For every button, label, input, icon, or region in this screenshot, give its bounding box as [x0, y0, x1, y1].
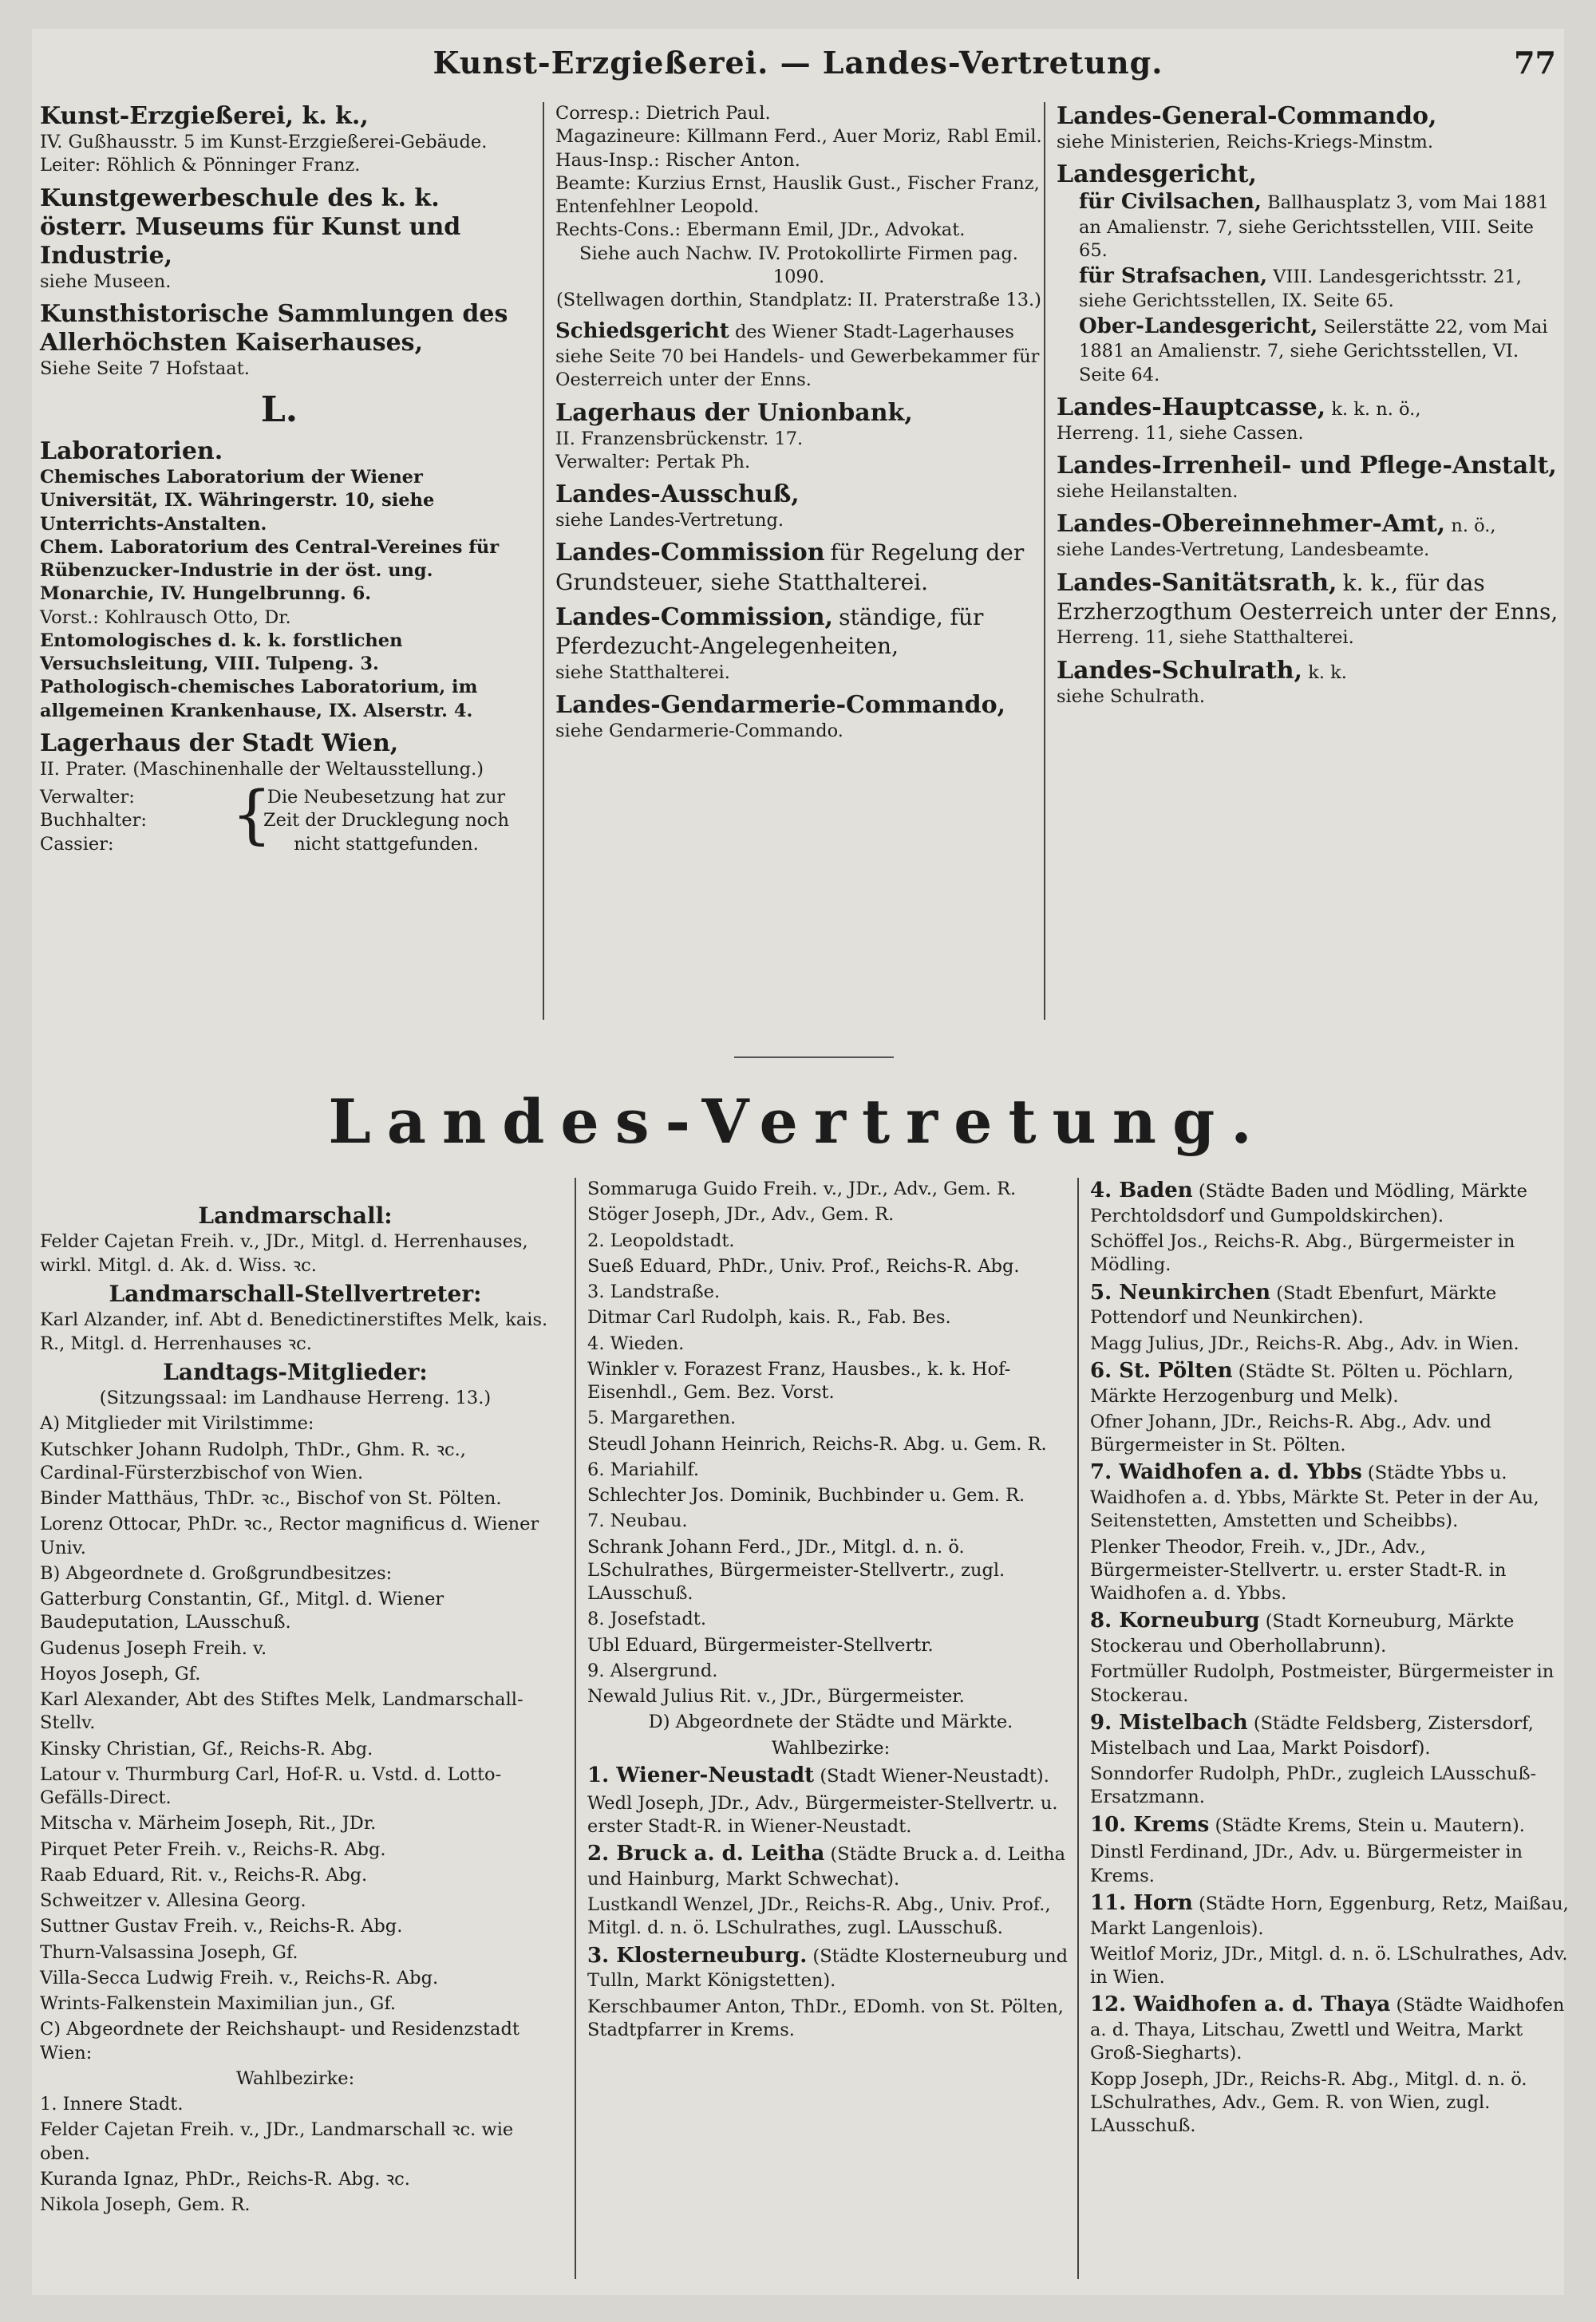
district-heading: 6. Mariahilf.	[587, 1459, 699, 1480]
list-item: Latour v. Thurmburg Carl, Hof-R. u. Vstd. d. Lotto-Gefälls-Direct.	[40, 1763, 502, 1809]
entry-heading: Landes-Hauptcasse,	[1057, 393, 1326, 421]
list-item: Schweitzer v. Allesina Georg.	[40, 1890, 306, 1912]
entry-text: VIII. Landesgerichtsstr. 21, siehe Gerichtsstellen, IX. Seite 65.	[1079, 266, 1522, 312]
entry-civilsachen	[1057, 189, 1563, 263]
list-item: Winkler v. Forazest Franz, Hausbes., k. k. Hof-Eisenhdl., Gem. Bez. Vorst.	[587, 1358, 1011, 1403]
entry-heading: Landes-Obereinnehmer-Amt,	[1057, 510, 1446, 539]
entry-landes-gendarmerie	[555, 691, 1042, 743]
top-column-3	[1044, 102, 1563, 1020]
entry-landes-obereinnehmer	[1057, 510, 1563, 562]
list-item: Pirquet Peter Freih. v., Reichs-R. Abg.	[40, 1838, 386, 1860]
top-column-1	[40, 102, 519, 863]
district-heading: 12. Waidhofen a. d. Thaya	[1090, 1992, 1391, 2017]
subheading: Landtags-Mitglieder:	[163, 1358, 428, 1385]
list-item: Kuranda Ignaz, PhDr., Reichs-R. Abg. ꝛc.	[40, 2168, 410, 2190]
list-item: Sueß Eduard, PhDr., Univ. Prof., Reichs-R. Abg.	[587, 1255, 1020, 1277]
group-subheading: Wahlbezirke:	[235, 2067, 355, 2089]
entry-text: k. k. n. ö.,	[1331, 398, 1421, 420]
list-item: Lorenz Ottocar, PhDr. ꝛc., Rector magnificus d. Wiener Univ.	[40, 1514, 539, 1558]
district-towns: (Städte St. Pölten u. Pöchlarn, Märkte Herzogenburg und Melk).	[1090, 1360, 1514, 1407]
district-entry	[1090, 1178, 1569, 1228]
district-towns: (Städte Bruck a. d. Leitha und Hainburg, Markt Schwechat).	[587, 1844, 1066, 1890]
district-heading: 2. Leopoldstadt.	[587, 1230, 735, 1251]
entry-heading: Kunstgewerbeschule des k. k. österr. Museums für Kunst und Industrie,	[40, 184, 461, 270]
district-heading: 4. Baden	[1090, 1179, 1193, 1202]
group-heading: A) Mitglieder mit Virilstimme:	[40, 1413, 314, 1435]
district-towns: (Stadt Ebenfurt, Märkte Pottendorf und Neunkirchen).	[1090, 1282, 1497, 1329]
district-entry	[1090, 1280, 1569, 1330]
list-item: Kopp Joseph, JDr., Reichs-R. Abg., Mitgl. d. n. ö. LSchulrathes, Adv., Gem. R. von Wien, zugl. LAusschuß.	[1090, 2068, 1527, 2137]
district-entry	[587, 1763, 1074, 1790]
district-towns: (Städte Krems, Stein u. Mautern).	[1215, 1815, 1525, 1836]
top-column-2	[543, 102, 1042, 1020]
entry-text: Herreng. 11, siehe Statthalterei.	[1057, 627, 1354, 649]
entry-text: II. Prater. (Maschinenhalle der Weltausstellung.)	[40, 758, 484, 780]
list-item: Felder Cajetan Freih. v., JDr., Mitgl. d. Herrenhauses, wirkl. Mitgl. d. Ak. d. Wiss. ꝛc.	[40, 1231, 528, 1276]
list-item: Ditmar Carl Rudolph, kais. R., Fab. Bes.	[587, 1307, 951, 1329]
list-item: Dinstl Ferdinand, JDr., Adv. u. Bürgermeister in Krems.	[1090, 1842, 1523, 1886]
entry-subheading: für Civilsachen,	[1079, 190, 1262, 215]
entry-lagerhaus-staff	[555, 102, 1042, 312]
entry-heading: Kunsthistorische Sammlungen des Allerhöchsten Kaiserhauses,	[40, 299, 508, 357]
entry-text: des Wiener Stadt-Lagerhauses siehe Seite 70 bei Handels- und Gewerbekammer für Oesterreich unter der Enns.	[555, 322, 1040, 391]
list-item: Felder Cajetan Freih. v., JDr., Landmarschall ꝛc. wie oben.	[40, 2119, 514, 2164]
entry-text: siehe Heilanstalten.	[1057, 481, 1238, 503]
district-entry	[1090, 1812, 1569, 1839]
district-heading: 9. Alsergrund.	[587, 1660, 718, 1681]
entry-text: Pathologisch-chemisches Laboratorium, im allgemeinen Krankenhause, IX. Alserstr. 4.	[40, 677, 478, 721]
entry-text: Vorst.: Kohlrausch Otto, Dr.	[40, 606, 291, 628]
entry-heading: Lagerhaus der Unionbank,	[555, 398, 913, 427]
entry-text: siehe Schulrath.	[1057, 685, 1206, 707]
entry-general-commando	[1057, 102, 1563, 154]
bottom-column-2	[575, 1178, 1074, 2279]
district-towns: (Städte Klosterneuburg und Tulln, Markt Königstetten).	[587, 1945, 1069, 1992]
entry-text: Verwalter: Pertak Ph.	[555, 451, 751, 472]
entry-landesgericht	[1057, 160, 1563, 387]
group-heading: D) Abgeordnete der Städte und Märkte.	[648, 1712, 1013, 1733]
entry-heading: Landesgericht,	[1057, 160, 1257, 189]
section-title: Landes-Vertretung.	[328, 1086, 1268, 1157]
entry-text: Haus-Insp.: Rischer Anton.	[555, 149, 800, 171]
page-number: 77	[1514, 45, 1556, 81]
entry-subheading: für Strafsachen,	[1079, 263, 1268, 288]
entry-text: Entomologisches d. k. k. forstlichen Versuchsleitung, VIII. Tulpeng. 3.	[40, 630, 403, 675]
list-item: Gatterburg Constantin, Gf., Mitgl. d. Wiener Baudeputation, LAusschuß.	[40, 1589, 444, 1633]
district-heading: 7. Neubau.	[587, 1510, 688, 1532]
list-item: Raab Eduard, Rit. v., Reichs-R. Abg.	[40, 1864, 368, 1886]
district-heading: 5. Margarethen.	[587, 1408, 737, 1429]
entry-text: Magazineure: Killmann Ferd., Auer Moriz, Rabl Emil.	[555, 126, 1042, 148]
entry-text: siehe Ministerien, Reichs-Kriegs-Minstm.	[1057, 132, 1434, 152]
entry-text: siehe Museen.	[40, 271, 172, 292]
district-heading: 1. Innere Stadt.	[40, 2094, 184, 2115]
district-towns: (Stadt Wiener-Neustadt).	[820, 1765, 1049, 1787]
district-entry	[587, 1841, 1074, 1891]
entry-text: Seilerstätte 22, vom Mai 1881 an Amalienstr. 7, siehe Gerichtsstellen, VI. Seite 64.	[1079, 316, 1548, 385]
district-entry	[1090, 1710, 1569, 1760]
entry-text: k. k.	[1308, 661, 1347, 683]
district-heading: 1. Wiener-Neustadt	[587, 1763, 815, 1787]
list-item: Karl Alzander, inf. Abt d. Benedictinerstiftes Melk, kais. R., Mitgl. d. Herrenhauses ꝛc.	[40, 1309, 548, 1354]
entry-landes-ausschuss	[555, 480, 1042, 532]
entry-text: II. Franzensbrückenstr. 17.	[555, 428, 804, 449]
entry-text: n. ö.,	[1451, 515, 1496, 537]
entry-heading: Kunst-Erzgießerei, k. k.,	[40, 102, 369, 130]
district-heading: 10. Krems	[1090, 1812, 1210, 1837]
entry-subheading: Ober-Landesgericht,	[1079, 314, 1318, 338]
list-item: Ofner Johann, JDr., Reichs-R. Abg., Adv. und Bürgermeister in St. Pölten.	[1090, 1411, 1491, 1456]
group-heading: C) Abgeordnete der Reichshaupt- und Residenzstadt Wien:	[40, 2019, 519, 2063]
list-item: Wedl Joseph, JDr., Adv., Bürgermeister-Stellvertr. u. erster Stadt-R. in Wiener-Neustadt.	[587, 1792, 1058, 1837]
entry-landes-hauptcasse	[1057, 393, 1563, 445]
entry-text: Chem. Laboratorium des Central-Vereines für Rübenzucker-Industrie in der öst. ung. Monarchie, IV. Hungelbrunng. 6.	[40, 536, 500, 605]
entry-schiedsgericht	[555, 318, 1042, 392]
entry-text: Beamte: Kurzius Ernst, Hauslik Gust., Fischer Franz, Entenfehlner Leopold.	[555, 172, 1040, 217]
directory-page	[32, 29, 1569, 2295]
district-towns: (Städte Feldsberg, Zistersdorf, Mistelbach und Laa, Markt Poisdorf).	[1090, 1712, 1534, 1759]
entry-heading: Landes-Commission,	[555, 603, 833, 632]
entry-heading: Landes-General-Commando,	[1057, 102, 1437, 130]
district-towns: (Städte Waidhofen a. d. Thaya, Litschau, Zwettl und Weitra, Markt Groß-Siegharts).	[1090, 1995, 1565, 2064]
entry-text: siehe Statthalterei.	[555, 661, 730, 683]
list-item: Fortmüller Rudolph, Postmeister, Bürgermeister in Stockerau.	[1090, 1661, 1555, 1706]
list-item: Sommaruga Guido Freih. v., JDr., Adv., Gem. R.	[587, 1179, 1017, 1199]
list-item: Hoyos Joseph, Gf.	[40, 1663, 201, 1684]
entry-text: Rechts-Cons.: Ebermann Emil, JDr., Advokat.	[555, 219, 966, 241]
district-heading: 7. Waidhofen a. d. Ybbs	[1090, 1460, 1362, 1485]
entry-heading: Landes-Gendarmerie-Commando,	[555, 691, 1006, 720]
district-entry	[1090, 1890, 1569, 1941]
entry-heading: Landes-Ausschuß,	[555, 480, 800, 509]
bracket-label: Buchhalter:	[40, 810, 147, 831]
district-towns: (Stadt Korneuburg, Märkte Stockerau und Oberhollabrunn).	[1090, 1611, 1515, 1657]
bottom-column-3	[1077, 1178, 1569, 2279]
entry-text: Herreng. 11, siehe Cassen.	[1057, 422, 1304, 444]
list-item: Nikola Joseph, Gem. R.	[40, 2194, 251, 2216]
running-head: Kunst-Erzgießerei. — Landes-Vertretung.	[433, 45, 1163, 81]
district-heading: 11. Horn	[1090, 1890, 1193, 1915]
entry-heading: Landes-Irrenheil- und Pflege-Anstalt,	[1057, 452, 1557, 480]
entry-heading: Landes-Sanitätsrath,	[1057, 568, 1337, 597]
entry-heading: Lagerhaus der Stadt Wien,	[40, 729, 399, 757]
list-item: Kinsky Christian, Gf., Reichs-R. Abg.	[40, 1738, 373, 1759]
entry-kunstgewerbeschule	[40, 184, 519, 294]
entry-text: siehe Landes-Vertretung, Landesbeamte.	[1057, 539, 1430, 561]
district-towns: (Städte Baden und Mödling, Märkte Perchtoldsdorf und Gumpoldskirchen).	[1090, 1181, 1527, 1226]
district-entry	[587, 1943, 1074, 1993]
list-item: Karl Alexander, Abt des Stiftes Melk, Landmarschall-Stellv.	[40, 1689, 523, 1734]
entry-kunst-erzgiesserei	[40, 102, 519, 178]
list-item: Magg Julius, JDr., Reichs-R. Abg., Adv. in Wien.	[1090, 1333, 1519, 1354]
list-item: Plenker Theodor, Freih. v., JDr., Adv., Bürgermeister-Stellvertr. u. erster Stadt-R. in Waidhofen a. d. Ybbs.	[1090, 1536, 1507, 1605]
entry-lagerhaus-unionbank	[555, 399, 1042, 475]
entry-text: IV. Gußhausstr. 5 im Kunst-Erzgießerei-Gebäude.	[40, 132, 488, 152]
list-item: Lustkandl Wenzel, JDr., Reichs-R. Abg., Univ. Prof., Mitgl. d. n. ö. LSchulrathes, zugl. LAusschuß.	[587, 1894, 1051, 1939]
list-item: Kutschker Johann Rudolph, ThDr., Ghm. R. ꝛc., Cardinal-Fürsterzbischof von Wien.	[40, 1439, 466, 1483]
entry-ober-landesgericht	[1057, 314, 1563, 387]
list-item: Schlechter Jos. Dominik, Buchbinder u. Gem. R.	[587, 1485, 1025, 1506]
entry-landes-commission-pferdezucht	[555, 603, 1042, 685]
entry-text: ständige, für Pferdezucht-Angelegenheiten,	[555, 604, 984, 660]
district-heading: 3. Klosterneuburg.	[587, 1943, 808, 1968]
entry-heading: Schiedsgericht	[555, 319, 729, 344]
district-heading: 4. Wieden.	[587, 1333, 685, 1354]
entry-landes-schulrath	[1057, 657, 1563, 709]
bracket-label: Verwalter:	[40, 787, 135, 808]
district-entry	[1090, 1358, 1569, 1408]
list-item: Sonndorfer Rudolph, PhDr., zugleich LAusschuß-Ersatzmann.	[1090, 1763, 1537, 1808]
list-item: Suttner Gustav Freih. v., Reichs-R. Abg.	[40, 1916, 403, 1937]
district-entry	[1090, 1459, 1569, 1533]
district-heading: 8. Korneuburg	[1090, 1609, 1260, 1633]
list-item: Stöger Joseph, JDr., Adv., Gem. R.	[587, 1204, 895, 1226]
entry-text: Ballhausplatz 3, vom Mai 1881 an Amalienstr. 7, siehe Gerichtsstellen, VIII. Seite 65.	[1079, 192, 1549, 262]
district-heading: 2. Bruck a. d. Leitha	[587, 1842, 825, 1866]
bottom-column-1	[40, 1202, 551, 2219]
bracket-labels	[40, 786, 231, 856]
district-heading: 9. Mistelbach	[1090, 1710, 1248, 1735]
group-heading: B) Abgeordnete d. Großgrundbesitzes:	[40, 1562, 393, 1584]
group-subheading: Wahlbezirke:	[771, 1737, 891, 1759]
list-item: Mitscha v. Märheim Joseph, Rit., JDr.	[40, 1813, 377, 1834]
list-item: Schöffel Jos., Reichs-R. Abg., Bürgermeister in Mödling.	[1090, 1231, 1515, 1276]
subheading: Landmarschall:	[198, 1202, 393, 1229]
entry-heading: Landes-Schulrath,	[1057, 656, 1303, 685]
entry-text: Siehe auch Nachw. IV. Protokollirte Firmen pag. 1090.	[579, 243, 1018, 287]
list-item: Newald Julius Rit. v., JDr., Bürgermeister.	[587, 1686, 965, 1707]
entry-strafsachen	[1057, 263, 1563, 314]
bracket-label: Cassier:	[40, 833, 114, 855]
entry-text: siehe Gendarmerie-Commando.	[555, 721, 843, 742]
section-letter: L.	[260, 389, 298, 430]
entry-landes-sanitaetsrath	[1057, 569, 1563, 650]
list-item: (Sitzungssaal: im Landhause Herreng. 13.)	[99, 1388, 492, 1409]
district-heading: 6. St. Pölten	[1090, 1358, 1233, 1383]
entry-kunsthistorische-sammlungen	[40, 300, 519, 381]
entry-text: (Stellwagen dorthin, Standplatz: II. Praterstraße 13.)	[556, 290, 1041, 310]
list-item: Steudl Johann Heinrich, Reichs-R. Abg. u. Gem. R.	[587, 1433, 1047, 1455]
bracket-block	[40, 777, 519, 856]
entry-text: Chemisches Laboratorium der Wiener Universität, IX. Währingerstr. 10, siehe Unterrichts-Anstalten.	[40, 467, 435, 535]
list-item: Weitlof Moriz, JDr., Mitgl. d. n. ö. LSchulrathes, Adv. in Wien.	[1090, 1943, 1568, 1988]
entry-laboratorien	[40, 437, 519, 723]
entry-heading: Landes-Commission	[555, 539, 825, 567]
entry-text: für Regelung der Grundsteuer, siehe Statthalterei.	[555, 539, 1025, 595]
entry-landes-commission-grundsteuer	[555, 539, 1042, 597]
entry-heading: Laboratorien.	[40, 437, 223, 466]
list-item: Schrank Johann Ferd., JDr., Mitgl. d. n. ö. LSchulrathes, Bürgermeister-Stellvertr., zugl. LAusschuß.	[587, 1536, 1005, 1604]
district-heading: 3. Landstraße.	[587, 1281, 721, 1302]
district-towns: (Städte Ybbs u. Waidhofen a. d. Ybbs, Märkte St. Peter in der Au, Seitenstetten, Amstetten und Scheibbs).	[1090, 1463, 1539, 1532]
district-entry	[1090, 1608, 1569, 1658]
entry-text: Siehe Seite 7 Hofstaat.	[40, 357, 250, 379]
entry-text: Corresp.: Dietrich Paul.	[555, 103, 771, 124]
entry-text: k. k., für das Erzherzogthum Oesterreich unter der Enns,	[1057, 569, 1558, 626]
list-item: Ubl Eduard, Bürgermeister-Stellvertr.	[587, 1634, 934, 1656]
list-item: Wrints-Falkenstein Maximilian jun., Gf.	[40, 1993, 397, 2015]
district-towns: (Städte Horn, Eggenburg, Retz, Maißau, Markt Langenlois).	[1090, 1893, 1569, 1939]
district-heading: 5. Neunkirchen	[1090, 1280, 1271, 1305]
bracket-text: Die Neubesetzung hat zur Zeit der Drucklegung noch nicht stattgefunden.	[263, 787, 510, 855]
list-item: Kerschbaumer Anton, ThDr., EDomh. von St. Pölten, Stadtpfarrer in Krems.	[587, 1996, 1064, 2040]
list-item: Binder Matthäus, ThDr. ꝛc., Bischof von St. Pölten.	[40, 1488, 502, 1510]
list-item: Thurn-Valsassina Joseph, Gf.	[40, 1941, 298, 1963]
district-heading: 8. Josefstadt.	[587, 1609, 706, 1630]
subheading: Landmarschall-Stellvertreter:	[109, 1280, 482, 1307]
entry-text: siehe Landes-Vertretung.	[555, 510, 784, 531]
entry-landes-irrenheil	[1057, 452, 1563, 503]
district-entry	[1090, 1992, 1569, 2065]
entry-lagerhaus-stadt-wien	[40, 729, 519, 856]
list-item: Gudenus Joseph Freih. v.	[40, 1637, 267, 1659]
list-item: Villa-Secca Ludwig Freih. v., Reichs-R. Abg.	[40, 1967, 439, 1988]
divider	[734, 1056, 894, 1058]
brace-icon: {	[231, 777, 272, 852]
entry-text: Leiter: Röhlich & Pönninger Franz.	[40, 155, 361, 176]
